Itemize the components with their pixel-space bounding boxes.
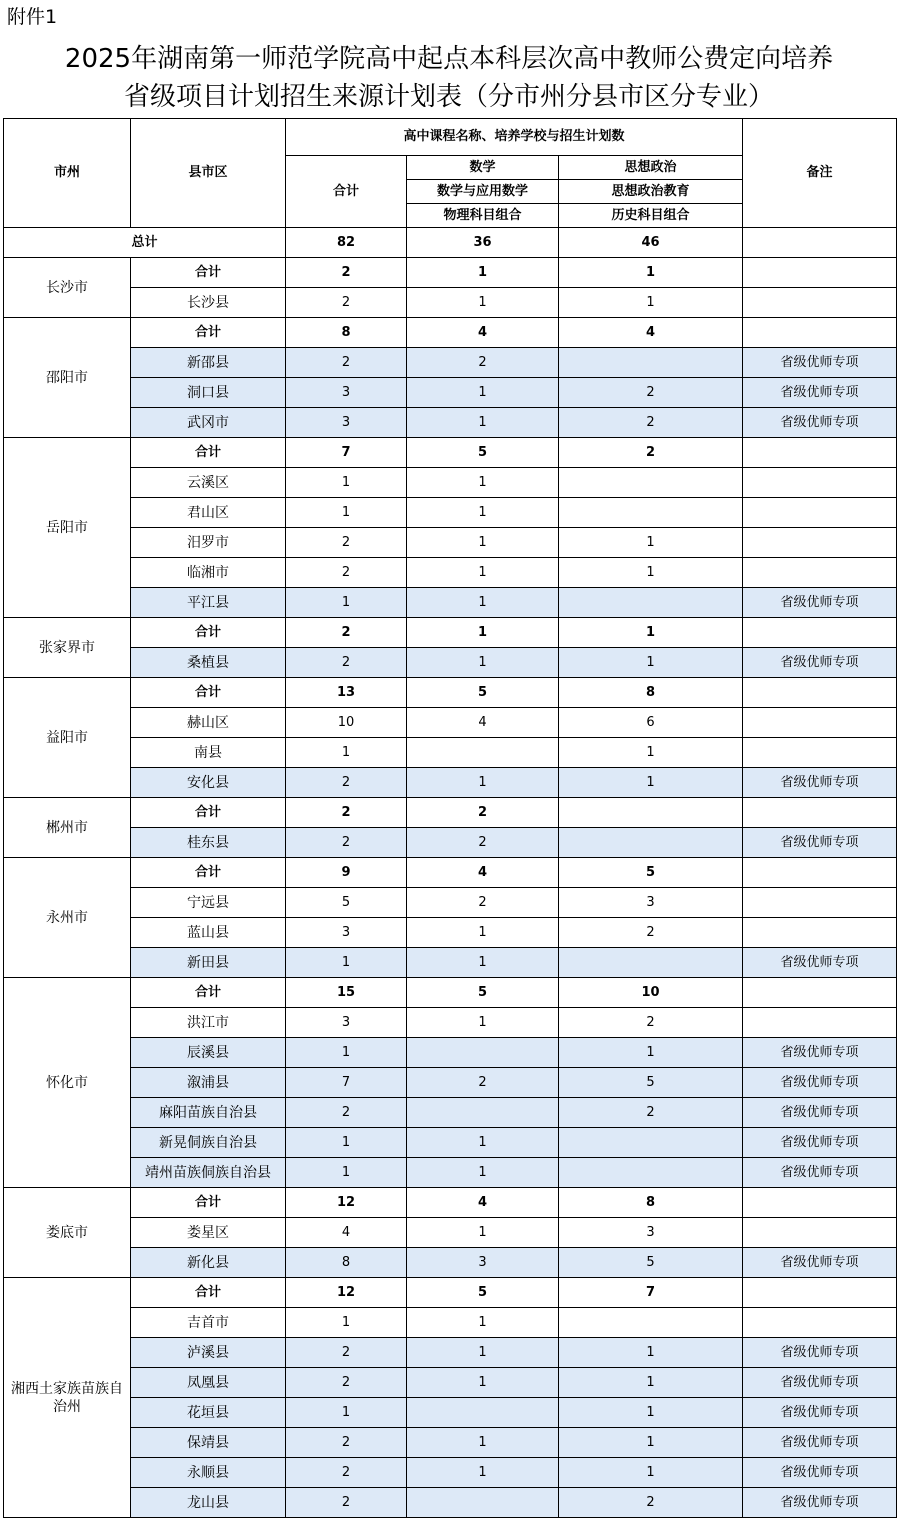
county-name: 南县: [131, 738, 286, 768]
county-total: 1: [286, 1128, 407, 1158]
table-row: [4, 648, 897, 678]
county-name: 靖州苗族侗族自治县: [131, 1158, 286, 1188]
county-total: 1: [286, 588, 407, 618]
enrollment-plan-table: [3, 118, 897, 1518]
county-note: [743, 498, 897, 528]
county-note: 省级优师专项: [743, 1338, 897, 1368]
county-name: 君山区: [131, 498, 286, 528]
table-row: [4, 738, 897, 768]
county-total: 7: [286, 1068, 407, 1098]
grand-total-label: 总计: [4, 228, 286, 258]
table-row: [4, 1458, 897, 1488]
grand-total-math: 36: [407, 228, 559, 258]
county-name: 溆浦县: [131, 1068, 286, 1098]
county-note: [743, 738, 897, 768]
county-math: 1: [407, 918, 559, 948]
header-math-combo: 物理科目组合: [407, 204, 559, 228]
county-note: 省级优师专项: [743, 348, 897, 378]
county-total: 10: [286, 708, 407, 738]
county-name: 麻阳苗族自治县: [131, 1098, 286, 1128]
county-politics: 2: [559, 1488, 743, 1518]
county-total: 3: [286, 408, 407, 438]
city-sum-math: 5: [407, 978, 559, 1008]
table-body: [4, 228, 897, 1518]
county-politics: 1: [559, 1428, 743, 1458]
county-politics: 1: [559, 1458, 743, 1488]
county-math: 1: [407, 378, 559, 408]
county-note: 省级优师专项: [743, 408, 897, 438]
city-sum-politics: 8: [559, 678, 743, 708]
table-row: [4, 528, 897, 558]
city-sum-row: [4, 798, 897, 828]
city-sum-row: [4, 978, 897, 1008]
table-row: [4, 1158, 897, 1188]
county-name: 凤凰县: [131, 1368, 286, 1398]
page-title-line1: 2025年湖南第一师范学院高中起点本科层次高中教师公费定向培养: [64, 44, 834, 74]
county-name: 宁远县: [131, 888, 286, 918]
county-math: 1: [407, 558, 559, 588]
header-county: 县市区: [131, 119, 286, 228]
city-sum-row: [4, 438, 897, 468]
city-sum-math: 1: [407, 618, 559, 648]
city-sum-row: [4, 1188, 897, 1218]
city-sum-math: 4: [407, 858, 559, 888]
city-sum-math: 2: [407, 798, 559, 828]
county-math: 1: [407, 528, 559, 558]
table-row: [4, 468, 897, 498]
grand-total-row: [4, 228, 897, 258]
city-sum-label: 合计: [131, 318, 286, 348]
county-politics: 1: [559, 528, 743, 558]
county-total: 1: [286, 1038, 407, 1068]
county-politics: [559, 348, 743, 378]
county-total: 2: [286, 1458, 407, 1488]
county-total: 3: [286, 378, 407, 408]
city-sum-total: 2: [286, 798, 407, 828]
city-sum-politics: 1: [559, 258, 743, 288]
table-row: [4, 948, 897, 978]
city-sum-row: [4, 678, 897, 708]
table-row: [4, 1008, 897, 1038]
header-politics: 思想政治: [559, 156, 743, 180]
city-sum-note: [743, 618, 897, 648]
county-note: 省级优师专项: [743, 948, 897, 978]
county-name: 临湘市: [131, 558, 286, 588]
county-note: [743, 468, 897, 498]
county-politics: 3: [559, 888, 743, 918]
county-name: 赫山区: [131, 708, 286, 738]
county-name: 安化县: [131, 768, 286, 798]
county-math: [407, 1488, 559, 1518]
table-row: [4, 828, 897, 858]
table-row: [4, 1488, 897, 1518]
city-sum-label: 合计: [131, 438, 286, 468]
county-politics: [559, 468, 743, 498]
table-row: [4, 888, 897, 918]
city-sum-row: [4, 1278, 897, 1308]
county-total: 1: [286, 468, 407, 498]
county-math: 1: [407, 288, 559, 318]
county-math: 3: [407, 1248, 559, 1278]
county-note: 省级优师专项: [743, 1128, 897, 1158]
table-row: [4, 1218, 897, 1248]
city-sum-total: 15: [286, 978, 407, 1008]
county-total: 2: [286, 1098, 407, 1128]
county-math: 1: [407, 1008, 559, 1038]
county-note: [743, 528, 897, 558]
county-math: 1: [407, 468, 559, 498]
county-total: 2: [286, 1368, 407, 1398]
county-math: 1: [407, 648, 559, 678]
county-math: 2: [407, 828, 559, 858]
county-total: 2: [286, 828, 407, 858]
county-math: [407, 738, 559, 768]
header-politics-major: 思想政治教育: [559, 180, 743, 204]
table-row: [4, 768, 897, 798]
county-note: [743, 1308, 897, 1338]
city-sum-label: 合计: [131, 618, 286, 648]
city-sum-row: [4, 318, 897, 348]
city-sum-label: 合计: [131, 258, 286, 288]
city-sum-math: 5: [407, 438, 559, 468]
city-sum-math: 5: [407, 1278, 559, 1308]
city-sum-total: 12: [286, 1188, 407, 1218]
city-sum-politics: 4: [559, 318, 743, 348]
county-note: 省级优师专项: [743, 1488, 897, 1518]
table-row: [4, 498, 897, 528]
county-math: 1: [407, 408, 559, 438]
county-total: 2: [286, 558, 407, 588]
county-politics: [559, 588, 743, 618]
county-note: 省级优师专项: [743, 648, 897, 678]
county-math: 1: [407, 498, 559, 528]
page-title-line2: 省级项目计划招生来源计划表（分市州分县市区分专业）: [123, 82, 774, 112]
county-total: 3: [286, 918, 407, 948]
county-math: [407, 1098, 559, 1128]
county-math: 1: [407, 1428, 559, 1458]
county-note: 省级优师专项: [743, 588, 897, 618]
city-sum-politics: 10: [559, 978, 743, 1008]
header-math-major: 数学与应用数学: [407, 180, 559, 204]
city-sum-total: 12: [286, 1278, 407, 1308]
city-sum-row: [4, 618, 897, 648]
county-politics: 6: [559, 708, 743, 738]
city-sum-label: 合计: [131, 678, 286, 708]
county-math: 1: [407, 1218, 559, 1248]
header-math: 数学: [407, 156, 559, 180]
header-note: 备注: [743, 119, 897, 228]
county-total: 5: [286, 888, 407, 918]
county-politics: 2: [559, 1008, 743, 1038]
county-note: [743, 1218, 897, 1248]
city-sum-total: 8: [286, 318, 407, 348]
table-row: [4, 918, 897, 948]
county-note: [743, 558, 897, 588]
county-note: 省级优师专项: [743, 828, 897, 858]
county-total: 1: [286, 948, 407, 978]
county-note: [743, 288, 897, 318]
table-row: [4, 348, 897, 378]
table-row: [4, 1068, 897, 1098]
table-row: [4, 708, 897, 738]
county-total: 1: [286, 498, 407, 528]
county-politics: 1: [559, 1368, 743, 1398]
county-note: 省级优师专项: [743, 1368, 897, 1398]
county-total: 1: [286, 1398, 407, 1428]
table-row: [4, 1338, 897, 1368]
county-politics: [559, 498, 743, 528]
county-total: 2: [286, 1338, 407, 1368]
table-row: [4, 558, 897, 588]
county-name: 新化县: [131, 1248, 286, 1278]
city-sum-label: 合计: [131, 978, 286, 1008]
county-math: 1: [407, 768, 559, 798]
county-politics: 1: [559, 1038, 743, 1068]
county-total: 1: [286, 1158, 407, 1188]
county-name: 长沙县: [131, 288, 286, 318]
county-politics: [559, 1158, 743, 1188]
county-politics: 1: [559, 768, 743, 798]
city-sum-total: 2: [286, 258, 407, 288]
county-total: 2: [286, 348, 407, 378]
grand-total-total: 82: [286, 228, 407, 258]
city-sum-note: [743, 438, 897, 468]
county-name: 云溪区: [131, 468, 286, 498]
city-sum-politics: 1: [559, 618, 743, 648]
county-name: 保靖县: [131, 1428, 286, 1458]
header-total: 合计: [286, 156, 407, 228]
table-row: [4, 1248, 897, 1278]
county-politics: 2: [559, 408, 743, 438]
city-name: 怀化市: [4, 978, 131, 1188]
county-name: 洪江市: [131, 1008, 286, 1038]
county-note: 省级优师专项: [743, 768, 897, 798]
county-name: 新邵县: [131, 348, 286, 378]
city-name: 岳阳市: [4, 438, 131, 618]
county-name: 花垣县: [131, 1398, 286, 1428]
city-sum-note: [743, 1278, 897, 1308]
city-sum-note: [743, 318, 897, 348]
county-note: 省级优师专项: [743, 1248, 897, 1278]
table-row: [4, 1368, 897, 1398]
table-row: [4, 1428, 897, 1458]
city-name: 娄底市: [4, 1188, 131, 1278]
county-math: 1: [407, 1338, 559, 1368]
attachment-label: 附件1: [7, 6, 58, 28]
county-math: 2: [407, 1068, 559, 1098]
county-note: 省级优师专项: [743, 378, 897, 408]
city-name: 张家界市: [4, 618, 131, 678]
county-name: 娄星区: [131, 1218, 286, 1248]
county-math: 2: [407, 348, 559, 378]
county-total: 8: [286, 1248, 407, 1278]
table-row: [4, 408, 897, 438]
county-politics: 1: [559, 288, 743, 318]
county-politics: 2: [559, 1098, 743, 1128]
city-sum-math: 1: [407, 258, 559, 288]
county-math: 1: [407, 1458, 559, 1488]
county-math: [407, 1038, 559, 1068]
county-math: 1: [407, 1308, 559, 1338]
county-politics: 1: [559, 1398, 743, 1428]
county-name: 泸溪县: [131, 1338, 286, 1368]
county-name: 永顺县: [131, 1458, 286, 1488]
county-politics: [559, 1128, 743, 1158]
county-math: 4: [407, 708, 559, 738]
city-sum-row: [4, 258, 897, 288]
county-politics: 1: [559, 1338, 743, 1368]
city-sum-label: 合计: [131, 1278, 286, 1308]
city-name: 湘西土家族苗族自治州: [4, 1278, 131, 1518]
county-note: 省级优师专项: [743, 1458, 897, 1488]
table-row: [4, 378, 897, 408]
county-politics: 1: [559, 648, 743, 678]
city-sum-note: [743, 258, 897, 288]
county-note: [743, 918, 897, 948]
county-politics: 3: [559, 1218, 743, 1248]
county-name: 洞口县: [131, 378, 286, 408]
city-sum-math: 4: [407, 318, 559, 348]
city-sum-politics: 7: [559, 1278, 743, 1308]
county-name: 蓝山县: [131, 918, 286, 948]
city-sum-total: 7: [286, 438, 407, 468]
county-politics: 5: [559, 1248, 743, 1278]
county-note: 省级优师专项: [743, 1158, 897, 1188]
city-sum-total: 2: [286, 618, 407, 648]
county-name: 桑植县: [131, 648, 286, 678]
county-politics: [559, 948, 743, 978]
header-city: 市州: [4, 119, 131, 228]
county-note: [743, 888, 897, 918]
table-row: [4, 1128, 897, 1158]
county-math: 1: [407, 948, 559, 978]
county-total: 3: [286, 1008, 407, 1038]
city-name: 益阳市: [4, 678, 131, 798]
city-sum-politics: 5: [559, 858, 743, 888]
city-sum-math: 4: [407, 1188, 559, 1218]
county-total: 2: [286, 1488, 407, 1518]
county-total: 2: [286, 1428, 407, 1458]
county-politics: 1: [559, 738, 743, 768]
county-name: 新田县: [131, 948, 286, 978]
city-name: 长沙市: [4, 258, 131, 318]
city-sum-politics: 8: [559, 1188, 743, 1218]
county-math: [407, 1398, 559, 1428]
county-name: 桂东县: [131, 828, 286, 858]
county-name: 武冈市: [131, 408, 286, 438]
city-sum-total: 13: [286, 678, 407, 708]
city-sum-math: 5: [407, 678, 559, 708]
county-total: 2: [286, 648, 407, 678]
city-sum-note: [743, 978, 897, 1008]
county-note: 省级优师专项: [743, 1068, 897, 1098]
grand-total-note: [743, 228, 897, 258]
city-sum-label: 合计: [131, 858, 286, 888]
county-politics: 1: [559, 558, 743, 588]
grand-total-politics: 46: [559, 228, 743, 258]
county-name: 龙山县: [131, 1488, 286, 1518]
county-name: 平江县: [131, 588, 286, 618]
city-sum-politics: 2: [559, 438, 743, 468]
county-total: 1: [286, 738, 407, 768]
county-total: 1: [286, 1308, 407, 1338]
county-note: 省级优师专项: [743, 1398, 897, 1428]
table-row: [4, 288, 897, 318]
county-total: 2: [286, 288, 407, 318]
city-name: 永州市: [4, 858, 131, 978]
county-total: 4: [286, 1218, 407, 1248]
city-sum-politics: [559, 798, 743, 828]
county-note: 省级优师专项: [743, 1038, 897, 1068]
county-politics: [559, 828, 743, 858]
county-name: 汨罗市: [131, 528, 286, 558]
county-politics: 5: [559, 1068, 743, 1098]
county-politics: 2: [559, 918, 743, 948]
header-course-group: 高中课程名称、培养学校与招生计划数: [286, 119, 743, 156]
city-sum-note: [743, 798, 897, 828]
county-total: 2: [286, 528, 407, 558]
county-math: 1: [407, 1128, 559, 1158]
table-row: [4, 1398, 897, 1428]
city-name: 郴州市: [4, 798, 131, 858]
county-note: 省级优师专项: [743, 1428, 897, 1458]
city-sum-note: [743, 858, 897, 888]
county-note: [743, 708, 897, 738]
city-sum-note: [743, 678, 897, 708]
county-politics: 2: [559, 378, 743, 408]
county-total: 2: [286, 768, 407, 798]
city-sum-row: [4, 858, 897, 888]
county-name: 辰溪县: [131, 1038, 286, 1068]
county-politics: [559, 1308, 743, 1338]
city-sum-label: 合计: [131, 1188, 286, 1218]
city-sum-total: 9: [286, 858, 407, 888]
city-name: 邵阳市: [4, 318, 131, 438]
county-math: 1: [407, 588, 559, 618]
county-note: [743, 1008, 897, 1038]
city-sum-label: 合计: [131, 798, 286, 828]
county-math: 1: [407, 1368, 559, 1398]
county-note: 省级优师专项: [743, 1098, 897, 1128]
county-name: 新晃侗族自治县: [131, 1128, 286, 1158]
city-sum-note: [743, 1188, 897, 1218]
table-row: [4, 1098, 897, 1128]
header-politics-combo: 历史科目组合: [559, 204, 743, 228]
table-row: [4, 1308, 897, 1338]
table-row: [4, 1038, 897, 1068]
county-math: 2: [407, 888, 559, 918]
county-math: 1: [407, 1158, 559, 1188]
county-name: 吉首市: [131, 1308, 286, 1338]
table-row: [4, 588, 897, 618]
